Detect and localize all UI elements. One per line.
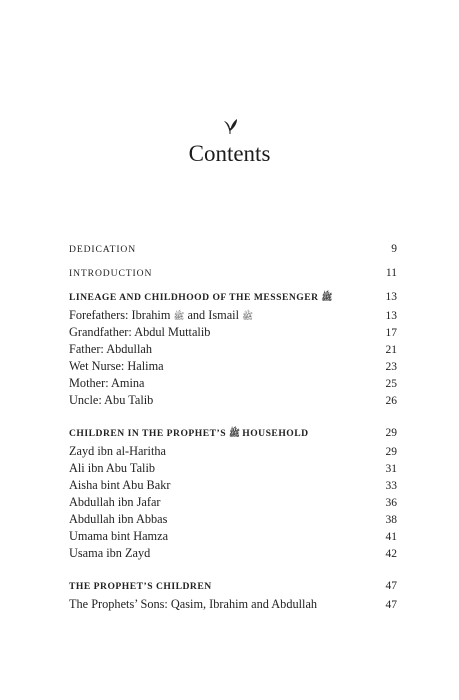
page-number: 9 (391, 243, 397, 255)
toc-entry[interactable] (69, 529, 397, 546)
toc-entry-label: Umama bint Hamza (69, 529, 169, 543)
toc-entry[interactable] (69, 444, 397, 461)
page-number: 11 (385, 267, 397, 279)
page-number: 33 (385, 480, 397, 492)
honorific-symbol: ﷺ (228, 428, 240, 438)
toc-entry[interactable] (69, 376, 397, 393)
toc-entry[interactable] (69, 461, 397, 478)
page-number: 23 (385, 361, 397, 373)
page-number: 17 (385, 327, 397, 339)
honorific-symbol: ﷺ (321, 292, 333, 302)
toc-section-lineage[interactable] (69, 291, 397, 308)
page-title: Contents (188, 141, 271, 166)
toc-entry-label: Uncle: Abu Talib (69, 393, 154, 407)
toc-entry[interactable] (69, 546, 397, 563)
toc-entry[interactable] (69, 359, 397, 376)
page-number: 38 (385, 514, 397, 526)
toc-entry-label: Wet Nurse: Halima (69, 359, 164, 373)
page-number: 31 (385, 463, 397, 475)
toc-entry[interactable] (69, 597, 397, 614)
toc-heading: LINEAGE AND CHILDHOOD OF THE MESSENGER ﷺ (69, 292, 333, 303)
toc-section-prophets-children[interactable] (69, 580, 397, 597)
toc-entry-label: Mother: Amina (69, 376, 145, 390)
toc-entry[interactable] (69, 325, 397, 342)
toc-heading: CHILDREN IN THE PROPHET’S ﷺ HOUSEHOLD (69, 428, 309, 439)
toc-entry[interactable] (69, 342, 397, 359)
page-number: 47 (385, 580, 397, 592)
page-number: 13 (385, 291, 397, 303)
toc-entry-label: Father: Abdullah (69, 342, 152, 356)
page-number: 13 (385, 310, 397, 322)
toc-entry-label: Forefathers: Ibrahim ﷺ and Ismail ﷺ (69, 308, 253, 322)
toc-entry[interactable] (69, 495, 397, 512)
toc-heading: INTRODUCTION (69, 268, 153, 279)
page-number: 47 (385, 599, 397, 611)
toc-section-children-household[interactable] (69, 427, 397, 444)
table-of-contents (69, 243, 397, 614)
toc-entry-label: Grandfather: Abdul Muttalib (69, 325, 211, 339)
toc-entry-label: Aisha bint Abu Bakr (69, 478, 171, 492)
page-number: 21 (385, 344, 397, 356)
page-number: 36 (385, 497, 397, 509)
toc-entry[interactable] (69, 308, 397, 325)
page-number: 26 (385, 395, 397, 407)
honorific-symbol: ﷺ (242, 311, 253, 321)
toc-heading: THE PROPHET’S CHILDREN (69, 581, 212, 592)
toc-entry-label: Ali ibn Abu Talib (69, 461, 156, 475)
page-number: 42 (385, 548, 397, 560)
toc-entry-introduction[interactable] (69, 267, 397, 284)
page-number: 29 (385, 427, 397, 439)
toc-entry[interactable] (69, 393, 397, 410)
toc-entry-label: Abdullah ibn Jafar (69, 495, 161, 509)
toc-entry-label: Zayd ibn al-Haritha (69, 444, 166, 458)
page-number: 25 (385, 378, 397, 390)
toc-entry[interactable] (69, 512, 397, 529)
toc-entry-label: Abdullah ibn Abbas (69, 512, 168, 526)
toc-heading: DEDICATION (69, 244, 137, 255)
toc-entry-dedication[interactable] (69, 243, 397, 260)
page-number: 29 (385, 446, 397, 458)
honorific-symbol: ﷺ (173, 311, 185, 321)
leaf-ornament-icon (0, 116, 459, 136)
toc-entry-label: Usama ibn Zayd (69, 546, 151, 560)
toc-entry[interactable] (69, 478, 397, 495)
page-number: 41 (385, 531, 397, 543)
toc-entry-label: The Prophets’ Sons: Qasim, Ibrahim and Abdullah (69, 597, 318, 611)
